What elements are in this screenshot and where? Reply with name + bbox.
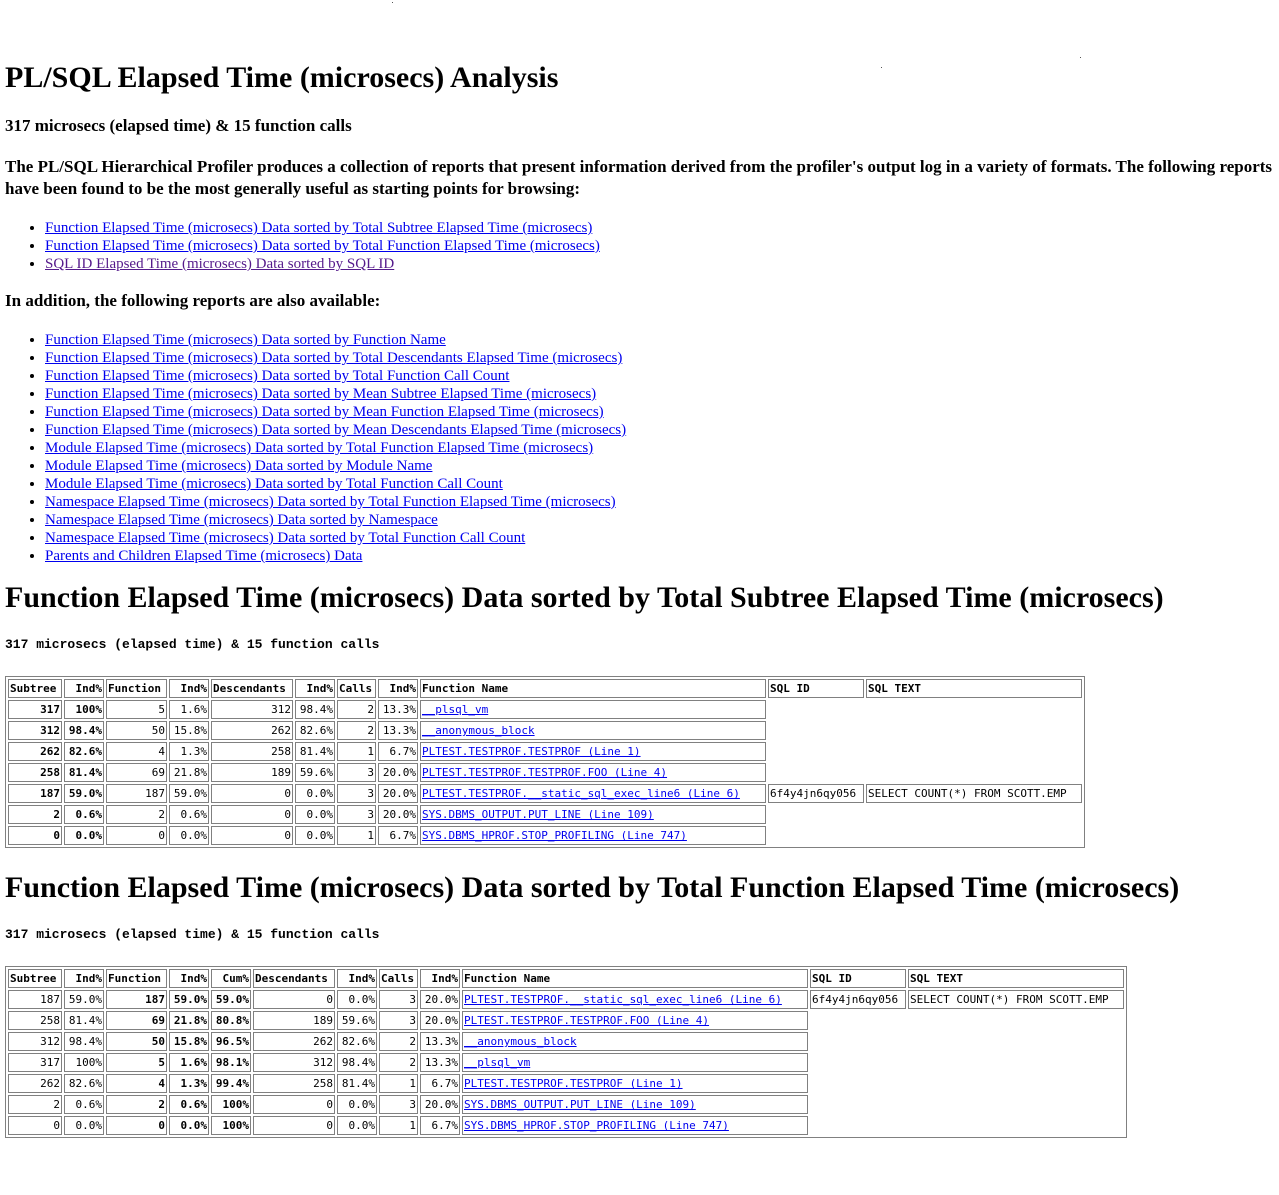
calls-cell: 2 (379, 1053, 418, 1072)
sql-text-cell (866, 721, 1082, 740)
list-item (45, 385, 1275, 403)
column-header: Subtree (8, 969, 62, 988)
descendants-cell: 189 (211, 763, 293, 782)
subtree-cell: 312 (8, 721, 62, 740)
list-item (45, 547, 1275, 565)
additional-report-list (5, 331, 1275, 565)
descendants-pct-cell: 82.6% (337, 1032, 377, 1051)
subtree-cell: 2 (8, 1095, 62, 1114)
function-name-cell (420, 784, 766, 803)
list-item (45, 219, 1275, 237)
list-item (45, 421, 1275, 439)
cum-pct-cell: 100% (211, 1116, 251, 1135)
function-link[interactable]: SYS.DBMS_HPROF.STOP_PROFILING (Line 747) (464, 1119, 729, 1132)
report-link[interactable]: Namespace Elapsed Time (microsecs) Data sorted by Total Function Call Count (45, 530, 526, 546)
report-link[interactable]: Function Elapsed Time (microsecs) Data sorted by Total Descendants Elapsed Time (microsecs) (45, 350, 623, 366)
column-header: Cum% (211, 969, 251, 988)
descendants-cell: 312 (253, 1053, 335, 1072)
descendants-pct-cell: 0.0% (337, 1116, 377, 1135)
descendants-cell: 0 (211, 826, 293, 845)
subtree-pct-cell: 100% (64, 700, 104, 719)
function-name-cell (462, 1095, 808, 1114)
summary-stats: 317 microsecs (elapsed time) & 15 function calls (5, 116, 352, 135)
function-pct-cell: 0.6% (169, 1095, 209, 1114)
sql-text-cell (908, 1011, 1124, 1030)
subtree-pct-cell: 0.6% (64, 1095, 104, 1114)
cum-pct-cell: 59.0% (211, 990, 251, 1009)
subtree-cell: 262 (8, 1074, 62, 1093)
report-link[interactable]: Function Elapsed Time (microsecs) Data sorted by Mean Descendants Elapsed Time (microsecs) (45, 422, 627, 438)
function-cell: 69 (106, 1011, 167, 1030)
sql-id-cell (810, 1032, 906, 1051)
column-header: Ind% (420, 969, 460, 988)
column-header: SQL ID (810, 969, 906, 988)
function-pct-cell: 15.8% (169, 721, 209, 740)
subtree-pct-cell: 82.6% (64, 742, 104, 761)
column-header: Function (106, 969, 167, 988)
column-header: SQL TEXT (866, 679, 1082, 698)
sql-text-cell: SELECT COUNT(*) FROM SCOTT.EMP (908, 990, 1124, 1009)
table-row (8, 1032, 1124, 1051)
subtree-pct-cell: 59.0% (64, 784, 104, 803)
list-item (45, 349, 1275, 367)
function-link[interactable]: __anonymous_block (422, 724, 535, 737)
function-cell: 69 (106, 763, 167, 782)
subtree-cell: 0 (8, 1116, 62, 1135)
function-link[interactable]: SYS.DBMS_OUTPUT.PUT_LINE (Line 109) (464, 1098, 696, 1111)
report-link[interactable]: Module Elapsed Time (microsecs) Data sorted by Module Name (45, 458, 433, 474)
function-link[interactable]: SYS.DBMS_HPROF.STOP_PROFILING (Line 747) (422, 829, 687, 842)
function-cell: 4 (106, 742, 167, 761)
sql-id-cell (768, 721, 864, 740)
function-name-cell (462, 1053, 808, 1072)
function-pct-cell: 59.0% (169, 990, 209, 1009)
sql-id-cell: 6f4y4jn6qy056 (810, 990, 906, 1009)
sql-id-cell (768, 826, 864, 845)
table-row (8, 1053, 1124, 1072)
report-link[interactable]: Function Elapsed Time (microsecs) Data sorted by Total Function Call Count (45, 368, 510, 384)
column-header: SQL TEXT (908, 969, 1124, 988)
subtree-table (5, 676, 1085, 848)
function-cell: 2 (106, 805, 167, 824)
calls-pct-cell: 6.7% (420, 1074, 460, 1093)
function-name-cell (420, 742, 766, 761)
calls-cell: 3 (337, 784, 376, 803)
sql-id-cell (810, 1116, 906, 1135)
column-header: Calls (337, 679, 376, 698)
calls-pct-cell: 20.0% (378, 784, 418, 803)
function-cell: 187 (106, 784, 167, 803)
calls-cell: 3 (337, 763, 376, 782)
function-pct-cell: 59.0% (169, 784, 209, 803)
descendants-pct-cell: 0.0% (295, 805, 335, 824)
function-link[interactable]: SYS.DBMS_OUTPUT.PUT_LINE (Line 109) (422, 808, 654, 821)
function-pct-cell: 15.8% (169, 1032, 209, 1051)
table-row (8, 1074, 1124, 1093)
function-link[interactable]: __plsql_vm (422, 703, 489, 716)
subtree-pct-cell: 0.6% (64, 805, 104, 824)
column-header: Ind% (169, 679, 209, 698)
function-pct-cell: 21.8% (169, 1011, 209, 1030)
list-item (45, 403, 1275, 421)
function-name-cell (420, 763, 766, 782)
calls-cell: 2 (379, 1032, 418, 1051)
subtree-pct-cell: 100% (64, 1053, 104, 1072)
report-link[interactable]: Function Elapsed Time (microsecs) Data sorted by Mean Function Elapsed Time (microsecs) (45, 404, 604, 420)
report-link[interactable]: Parents and Children Elapsed Time (microsecs) Data (45, 548, 363, 564)
column-header: Calls (379, 969, 418, 988)
list-item (45, 493, 1275, 511)
descendants-cell: 262 (211, 721, 293, 740)
calls-pct-cell: 13.3% (420, 1032, 460, 1051)
subtree-cell: 0 (8, 826, 62, 845)
report-page (5, 0, 1275, 1138)
report-link[interactable]: Function Elapsed Time (microsecs) Data sorted by Total Subtree Elapsed Time (microsecs) (45, 220, 593, 236)
table-header-row (8, 969, 1124, 988)
list-item (45, 439, 1275, 457)
subtree-pct-cell: 81.4% (64, 1011, 104, 1030)
sql-text-cell (908, 1095, 1124, 1114)
descendants-cell: 258 (253, 1074, 335, 1093)
function-name-cell (420, 805, 766, 824)
sql-id-cell (810, 1074, 906, 1093)
function-pct-cell: 21.8% (169, 763, 209, 782)
calls-pct-cell: 6.7% (378, 742, 418, 761)
function-name-cell (462, 1116, 808, 1135)
sql-text-cell (908, 1116, 1124, 1135)
table-row (8, 1011, 1124, 1030)
intro-text: The PL/SQL Hierarchical Profiler produces a collection of reports that present information derived from the profiler's output log in a variety of formats. The following reports have been found to be the most generally useful as starting points for browsing: (5, 157, 1273, 198)
function-name-cell (420, 826, 766, 845)
additional-heading: In addition, the following reports are also available: (5, 291, 381, 310)
section-heading-function: Function Elapsed Time (microsecs) Data sorted by Total Function Elapsed Time (microsecs) (5, 871, 1180, 904)
descendants-pct-cell: 81.4% (337, 1074, 377, 1093)
descendants-cell: 0 (253, 1116, 335, 1135)
sql-text-cell (866, 826, 1082, 845)
function-cell: 5 (106, 700, 167, 719)
list-item (45, 475, 1275, 493)
list-item (45, 367, 1275, 385)
descendants-cell: 189 (253, 1011, 335, 1030)
function-cell: 0 (106, 1116, 167, 1135)
descendants-pct-cell: 81.4% (295, 742, 335, 761)
column-header: Function Name (420, 679, 766, 698)
calls-cell: 1 (379, 1074, 418, 1093)
function-link[interactable]: PLTEST.TESTPROF.TESTPROF.FOO (Line 4) (422, 766, 668, 779)
table-row (8, 763, 1082, 782)
descendants-pct-cell: 98.4% (337, 1053, 377, 1072)
sql-id-cell (768, 742, 864, 761)
report-link[interactable]: Function Elapsed Time (microsecs) Data sorted by Mean Subtree Elapsed Time (microsecs) (45, 386, 597, 402)
section-summary: 317 microsecs (elapsed time) & 15 function calls (5, 927, 380, 942)
function-link[interactable]: __anonymous_block (464, 1035, 577, 1048)
list-item (45, 331, 1275, 349)
function-cell: 5 (106, 1053, 167, 1072)
calls-pct-cell: 20.0% (420, 990, 460, 1009)
report-link[interactable]: Module Elapsed Time (microsecs) Data sorted by Total Function Elapsed Time (microsecs) (45, 440, 594, 456)
descendants-pct-cell: 0.0% (337, 1095, 377, 1114)
report-link[interactable]: SQL ID Elapsed Time (microsecs) Data sorted by SQL ID (45, 256, 395, 272)
function-cell: 0 (106, 826, 167, 845)
column-header: Ind% (169, 969, 209, 988)
sql-id-cell (768, 700, 864, 719)
function-cell: 50 (106, 1032, 167, 1051)
subtree-cell: 258 (8, 763, 62, 782)
sql-id-cell (810, 1095, 906, 1114)
function-link[interactable]: PLTEST.TESTPROF.__static_sql_exec_line6 (Line 6) (464, 993, 782, 1006)
function-link[interactable]: PLTEST.TESTPROF.TESTPROF (Line 1) (422, 745, 641, 758)
cum-pct-cell: 80.8% (211, 1011, 251, 1030)
table-row (8, 990, 1124, 1009)
calls-cell: 3 (337, 805, 376, 824)
report-link[interactable]: Function Elapsed Time (microsecs) Data sorted by Total Function Elapsed Time (microsecs) (45, 238, 600, 254)
sql-id-cell (768, 763, 864, 782)
calls-cell: 2 (337, 721, 376, 740)
list-item (45, 237, 1275, 255)
descendants-cell: 312 (211, 700, 293, 719)
descendants-pct-cell: 98.4% (295, 700, 335, 719)
table-row (8, 1116, 1124, 1135)
calls-pct-cell: 20.0% (378, 763, 418, 782)
calls-cell: 1 (379, 1116, 418, 1135)
subtree-pct-cell: 98.4% (64, 721, 104, 740)
subtree-cell: 317 (8, 700, 62, 719)
column-header: Ind% (295, 679, 335, 698)
function-link[interactable]: __plsql_vm (464, 1056, 531, 1069)
list-item (45, 255, 1275, 273)
subtree-pct-cell: 59.0% (64, 990, 104, 1009)
calls-pct-cell: 20.0% (378, 805, 418, 824)
descendants-cell: 0 (253, 1095, 335, 1114)
function-pct-cell: 1.6% (169, 700, 209, 719)
function-pct-cell: 1.3% (169, 1074, 209, 1093)
function-pct-cell: 1.6% (169, 1053, 209, 1072)
calls-pct-cell: 13.3% (378, 721, 418, 740)
table-header-row (8, 679, 1082, 698)
descendants-cell: 262 (253, 1032, 335, 1051)
table-row (8, 721, 1082, 740)
descendants-pct-cell: 82.6% (295, 721, 335, 740)
function-pct-cell: 0.0% (169, 826, 209, 845)
page-title: PL/SQL Elapsed Time (microsecs) Analysis (5, 61, 559, 94)
list-item (45, 457, 1275, 475)
column-header: Ind% (64, 679, 104, 698)
cum-pct-cell: 96.5% (211, 1032, 251, 1051)
report-link[interactable]: Function Elapsed Time (microsecs) Data sorted by Function Name (45, 332, 446, 348)
sql-text-cell (866, 742, 1082, 761)
subtree-cell: 317 (8, 1053, 62, 1072)
subtree-cell: 262 (8, 742, 62, 761)
sql-text-cell (908, 1053, 1124, 1072)
descendants-cell: 0 (253, 990, 335, 1009)
sql-id-cell: 6f4y4jn6qy056 (768, 784, 864, 803)
function-pct-cell: 0.0% (169, 1116, 209, 1135)
descendants-pct-cell: 0.0% (295, 826, 335, 845)
descendants-pct-cell: 0.0% (295, 784, 335, 803)
column-header: Descendants (253, 969, 335, 988)
subtree-pct-cell: 98.4% (64, 1032, 104, 1051)
function-name-cell (420, 721, 766, 740)
calls-cell: 1 (337, 826, 376, 845)
column-header: Ind% (378, 679, 418, 698)
sql-id-cell (768, 805, 864, 824)
function-name-cell (462, 990, 808, 1009)
subtree-pct-cell: 0.0% (64, 1116, 104, 1135)
subtree-cell: 258 (8, 1011, 62, 1030)
section-heading-subtree: Function Elapsed Time (microsecs) Data sorted by Total Subtree Elapsed Time (microsecs) (5, 581, 1164, 614)
column-header: Function Name (462, 969, 808, 988)
sql-text-cell: SELECT COUNT(*) FROM SCOTT.EMP (866, 784, 1082, 803)
column-header: Descendants (211, 679, 293, 698)
descendants-cell: 0 (211, 805, 293, 824)
function-time-table (5, 966, 1127, 1138)
list-item (45, 529, 1275, 547)
table-row (8, 1095, 1124, 1114)
sql-text-cell (908, 1032, 1124, 1051)
function-cell: 187 (106, 990, 167, 1009)
sql-text-cell (866, 700, 1082, 719)
descendants-pct-cell: 0.0% (337, 990, 377, 1009)
function-cell: 2 (106, 1095, 167, 1114)
function-cell: 4 (106, 1074, 167, 1093)
table-row (8, 805, 1082, 824)
function-cell: 50 (106, 721, 167, 740)
cum-pct-cell: 98.1% (211, 1053, 251, 1072)
subtree-cell: 187 (8, 784, 62, 803)
function-link[interactable]: PLTEST.TESTPROF.TESTPROF (Line 1) (464, 1077, 683, 1090)
subtree-pct-cell: 0.0% (64, 826, 104, 845)
report-link[interactable]: Module Elapsed Time (microsecs) Data sorted by Total Function Call Count (45, 476, 503, 492)
subtree-pct-cell: 81.4% (64, 763, 104, 782)
calls-pct-cell: 6.7% (378, 826, 418, 845)
calls-pct-cell: 6.7% (420, 1116, 460, 1135)
table-row (8, 700, 1082, 719)
subtree-pct-cell: 82.6% (64, 1074, 104, 1093)
cum-pct-cell: 99.4% (211, 1074, 251, 1093)
function-name-cell (462, 1011, 808, 1030)
column-header: SQL ID (768, 679, 864, 698)
report-link[interactable]: Namespace Elapsed Time (microsecs) Data sorted by Total Function Elapsed Time (microsecs) (45, 494, 616, 510)
descendants-pct-cell: 59.6% (295, 763, 335, 782)
descendants-pct-cell: 59.6% (337, 1011, 377, 1030)
function-link[interactable]: PLTEST.TESTPROF.TESTPROF.FOO (Line 4) (464, 1014, 710, 1027)
column-header: Subtree (8, 679, 62, 698)
calls-pct-cell: 13.3% (378, 700, 418, 719)
descendants-cell: 258 (211, 742, 293, 761)
sql-text-cell (866, 805, 1082, 824)
list-item (45, 511, 1275, 529)
report-link[interactable]: Namespace Elapsed Time (microsecs) Data sorted by Namespace (45, 512, 438, 528)
sql-text-cell (866, 763, 1082, 782)
calls-pct-cell: 13.3% (420, 1053, 460, 1072)
calls-cell: 3 (379, 1095, 418, 1114)
function-name-cell (462, 1032, 808, 1051)
calls-pct-cell: 20.0% (420, 1011, 460, 1030)
calls-cell: 2 (337, 700, 376, 719)
function-name-cell (420, 700, 766, 719)
table-row (8, 826, 1082, 845)
cum-pct-cell: 100% (211, 1095, 251, 1114)
subtree-cell: 312 (8, 1032, 62, 1051)
table-row (8, 784, 1082, 803)
section-summary: 317 microsecs (elapsed time) & 15 function calls (5, 637, 380, 652)
table-row (8, 742, 1082, 761)
calls-cell: 3 (379, 990, 418, 1009)
function-pct-cell: 0.6% (169, 805, 209, 824)
calls-cell: 1 (337, 742, 376, 761)
sql-id-cell (810, 1053, 906, 1072)
function-link[interactable]: PLTEST.TESTPROF.__static_sql_exec_line6 (Line 6) (422, 787, 740, 800)
column-header: Function (106, 679, 167, 698)
function-name-cell (462, 1074, 808, 1093)
function-pct-cell: 1.3% (169, 742, 209, 761)
calls-cell: 3 (379, 1011, 418, 1030)
calls-pct-cell: 20.0% (420, 1095, 460, 1114)
subtree-cell: 187 (8, 990, 62, 1009)
descendants-cell: 0 (211, 784, 293, 803)
sql-id-cell (810, 1011, 906, 1030)
subtree-cell: 2 (8, 805, 62, 824)
column-header: Ind% (64, 969, 104, 988)
sql-text-cell (908, 1074, 1124, 1093)
column-header: Ind% (337, 969, 377, 988)
primary-report-list (5, 219, 1275, 273)
